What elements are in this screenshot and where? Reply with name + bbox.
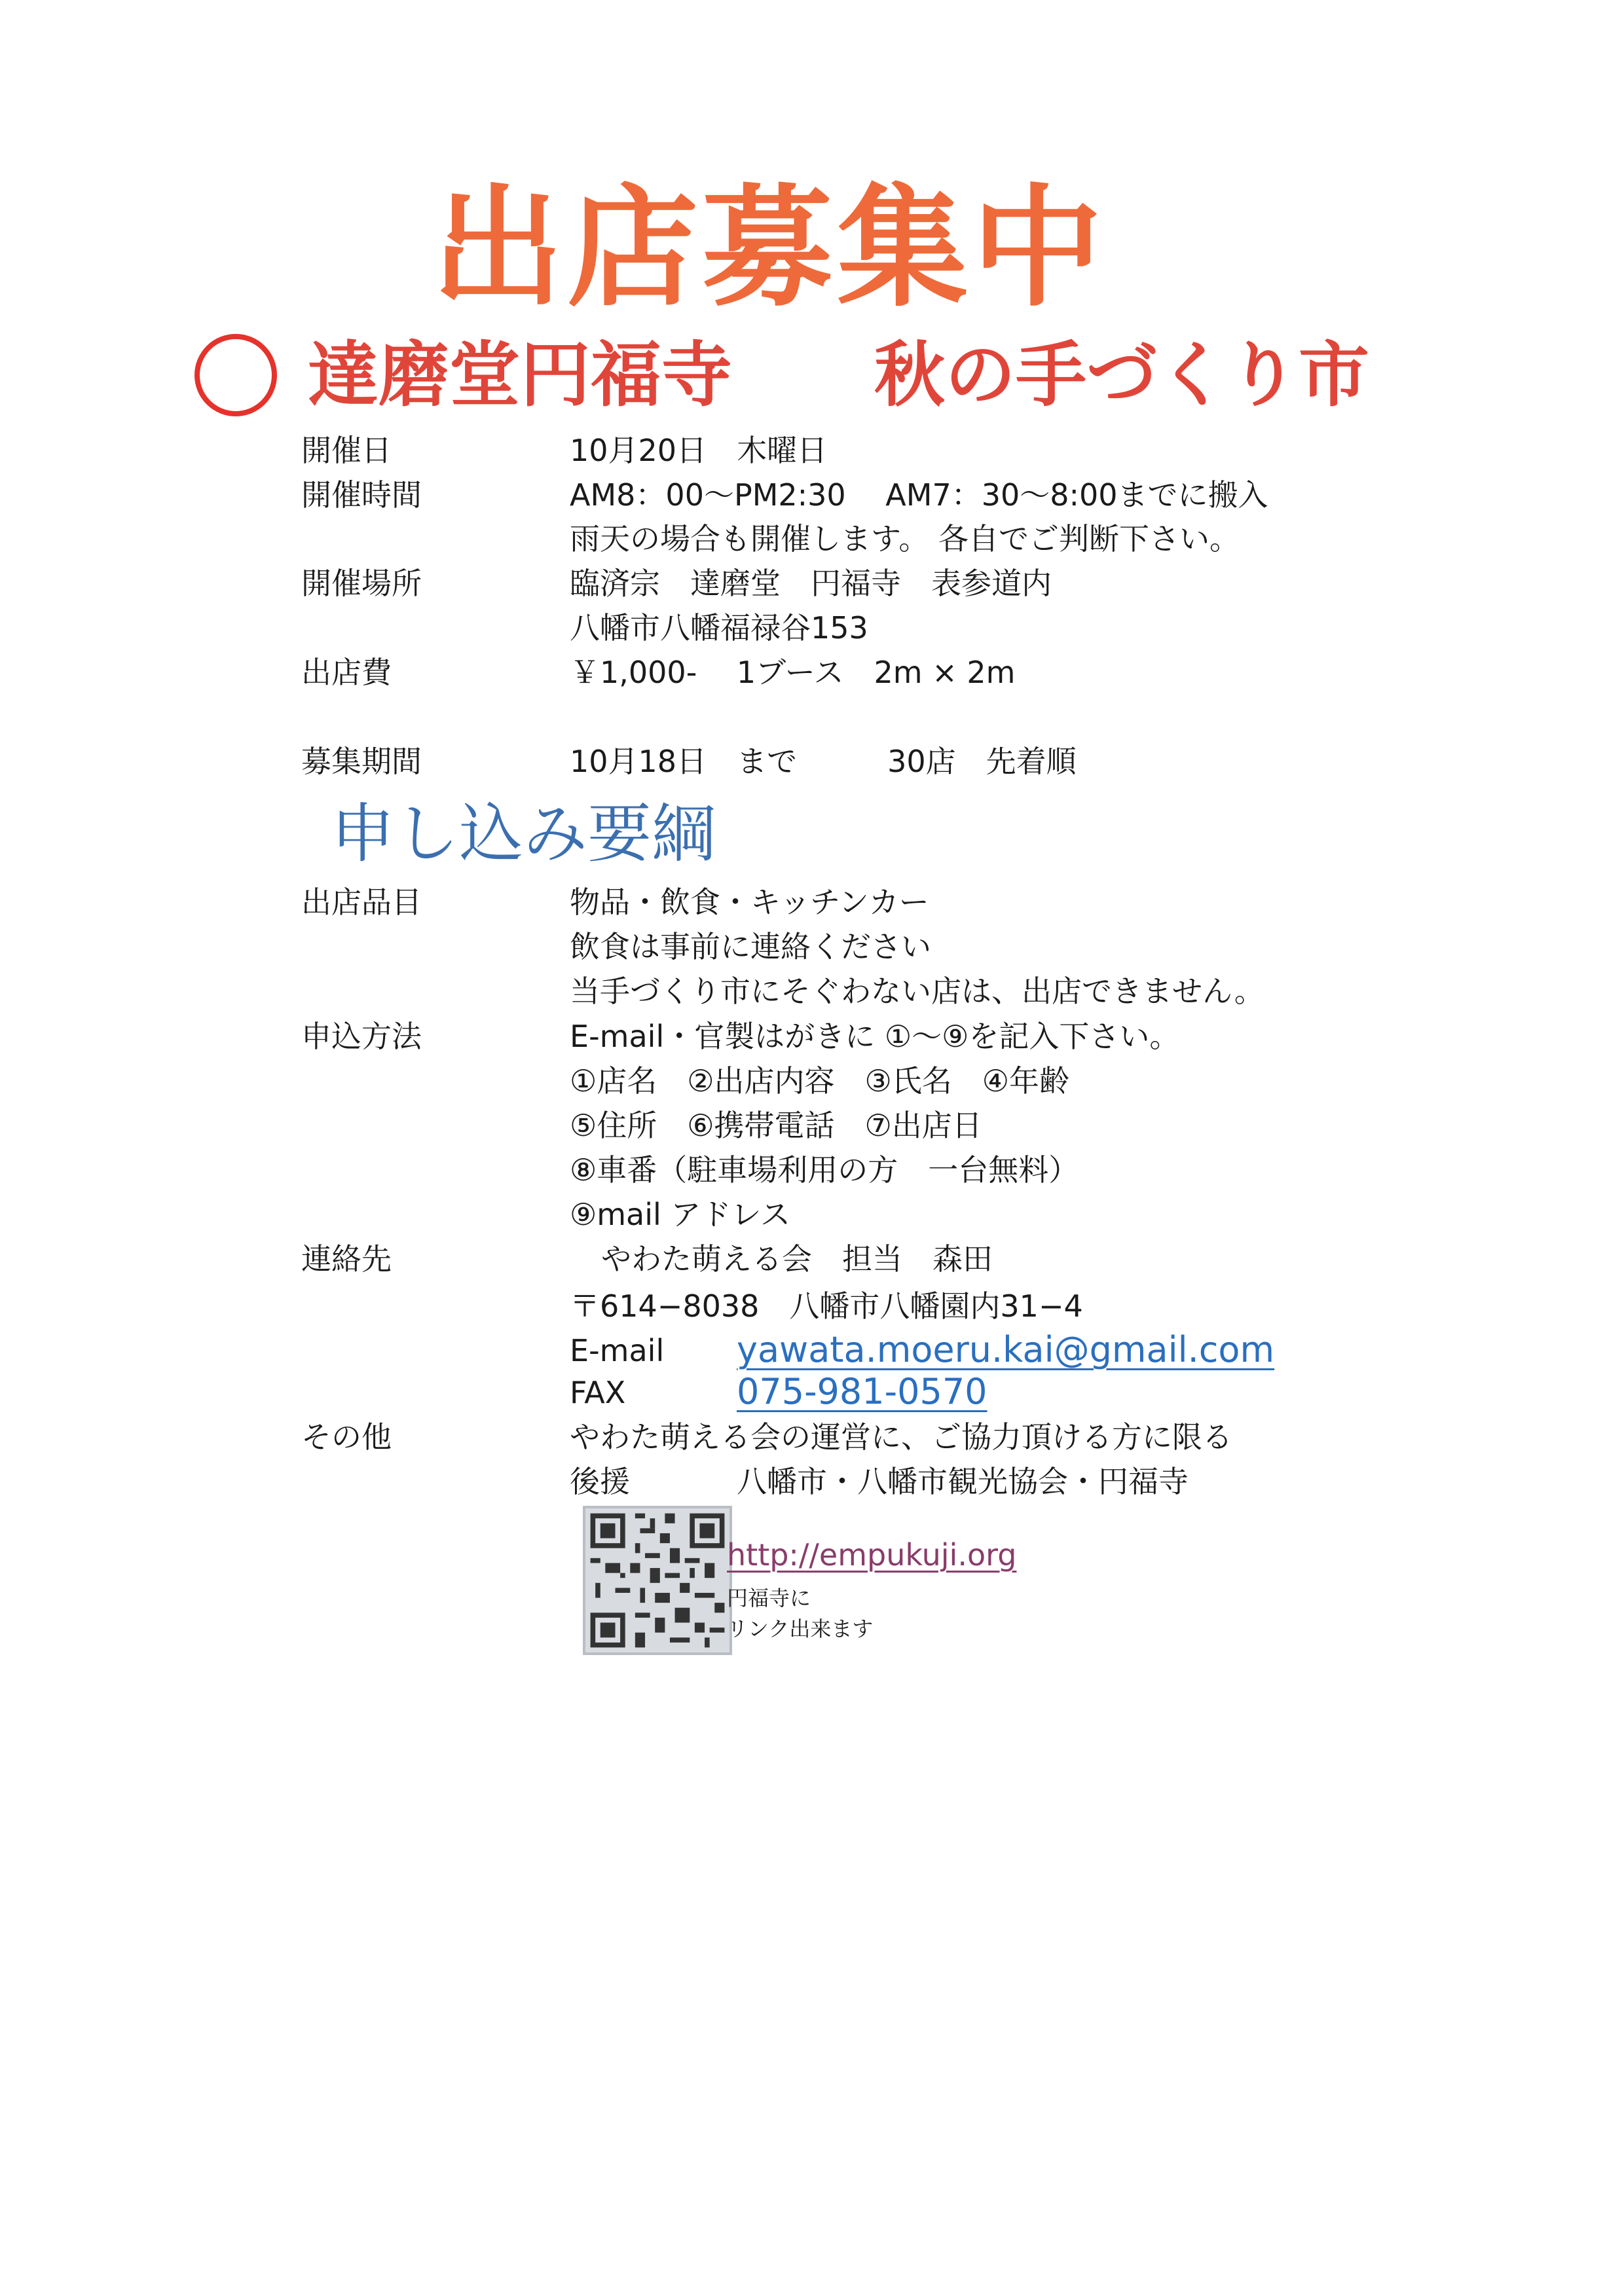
time-label: 開催時間 xyxy=(301,477,422,513)
fax-label: FAX xyxy=(570,1375,626,1410)
fax-link[interactable]: 075-981-0570 xyxy=(737,1371,987,1412)
other-label: その他 xyxy=(301,1419,392,1455)
website-link[interactable]: http://empukuji.org xyxy=(727,1537,1017,1573)
period-label: 募集期間 xyxy=(301,744,422,779)
contact-postal: 〒614−8038 八幡市八幡園内31−4 xyxy=(570,1288,1083,1324)
qr-caption: 円福寺に xyxy=(727,1586,811,1611)
event-venue: 達磨堂円福寺 xyxy=(308,335,733,416)
items-note: 当手づくり市にそぐわない店は、出店できません。 xyxy=(570,974,1264,1009)
date-value: 10月20日 木曜日 xyxy=(570,433,828,468)
qr-caption: リンク出来ます xyxy=(727,1616,874,1641)
circle-icon xyxy=(194,334,277,416)
email-label: E-mail xyxy=(570,1333,665,1368)
time-note: 雨天の場合も開催します。 各自でご判断下さい。 xyxy=(570,521,1240,556)
method-label: 申込方法 xyxy=(301,1019,422,1054)
qr-code-icon xyxy=(585,1508,729,1652)
date-label: 開催日 xyxy=(301,433,392,468)
period-value: 10月18日 まで 30店 先着順 xyxy=(570,744,1077,779)
fee-label: 出店費 xyxy=(301,655,392,690)
event-name: 秋の手づくり市 xyxy=(874,335,1370,416)
fee-value: ￥1,000- 1ブース 2m × 2m xyxy=(570,655,1016,690)
page-title: 出店募集中 xyxy=(432,172,1107,325)
method-value: E-mail・官製はがきに ①～⑨を記入下さい。 xyxy=(570,1019,1180,1054)
place-address: 八幡市八幡福禄谷153 xyxy=(570,610,868,646)
method-line: ⑤住所 ⑥携帯電話 ⑦出店日 xyxy=(570,1108,982,1143)
support-label: 後援 xyxy=(570,1464,630,1499)
qr-code[interactable] xyxy=(583,1506,732,1655)
items-label: 出店品目 xyxy=(301,884,422,920)
other-value: やわた萌える会の運営に、ご協力頂ける方に限る xyxy=(570,1419,1232,1455)
method-line: ①店名 ②出店内容 ③氏名 ④年齢 xyxy=(570,1063,1069,1099)
method-line: ⑧車番（駐車場利用の方 一台無料） xyxy=(570,1152,1079,1188)
time-value: AM8：00～PM2:30 AM7：30～8:00までに搬入 xyxy=(570,477,1268,513)
method-line: ⑨mail アドレス xyxy=(570,1197,791,1232)
place-value: 臨済宗 達磨堂 円福寺 表参道内 xyxy=(570,566,1052,601)
contact-org: やわた萌える会 担当 森田 xyxy=(601,1241,993,1277)
guidelines-heading: 申し込み要綱 xyxy=(331,797,716,871)
place-label: 開催場所 xyxy=(301,566,422,601)
contact-label: 連絡先 xyxy=(301,1241,392,1277)
support-value: 八幡市・八幡市観光協会・円福寺 xyxy=(737,1464,1189,1499)
items-note: 飲食は事前に連絡ください xyxy=(570,929,931,964)
email-link[interactable]: yawata.moeru.kai@gmail.com xyxy=(737,1329,1275,1370)
items-value: 物品・飲食・キッチンカー xyxy=(570,884,929,920)
